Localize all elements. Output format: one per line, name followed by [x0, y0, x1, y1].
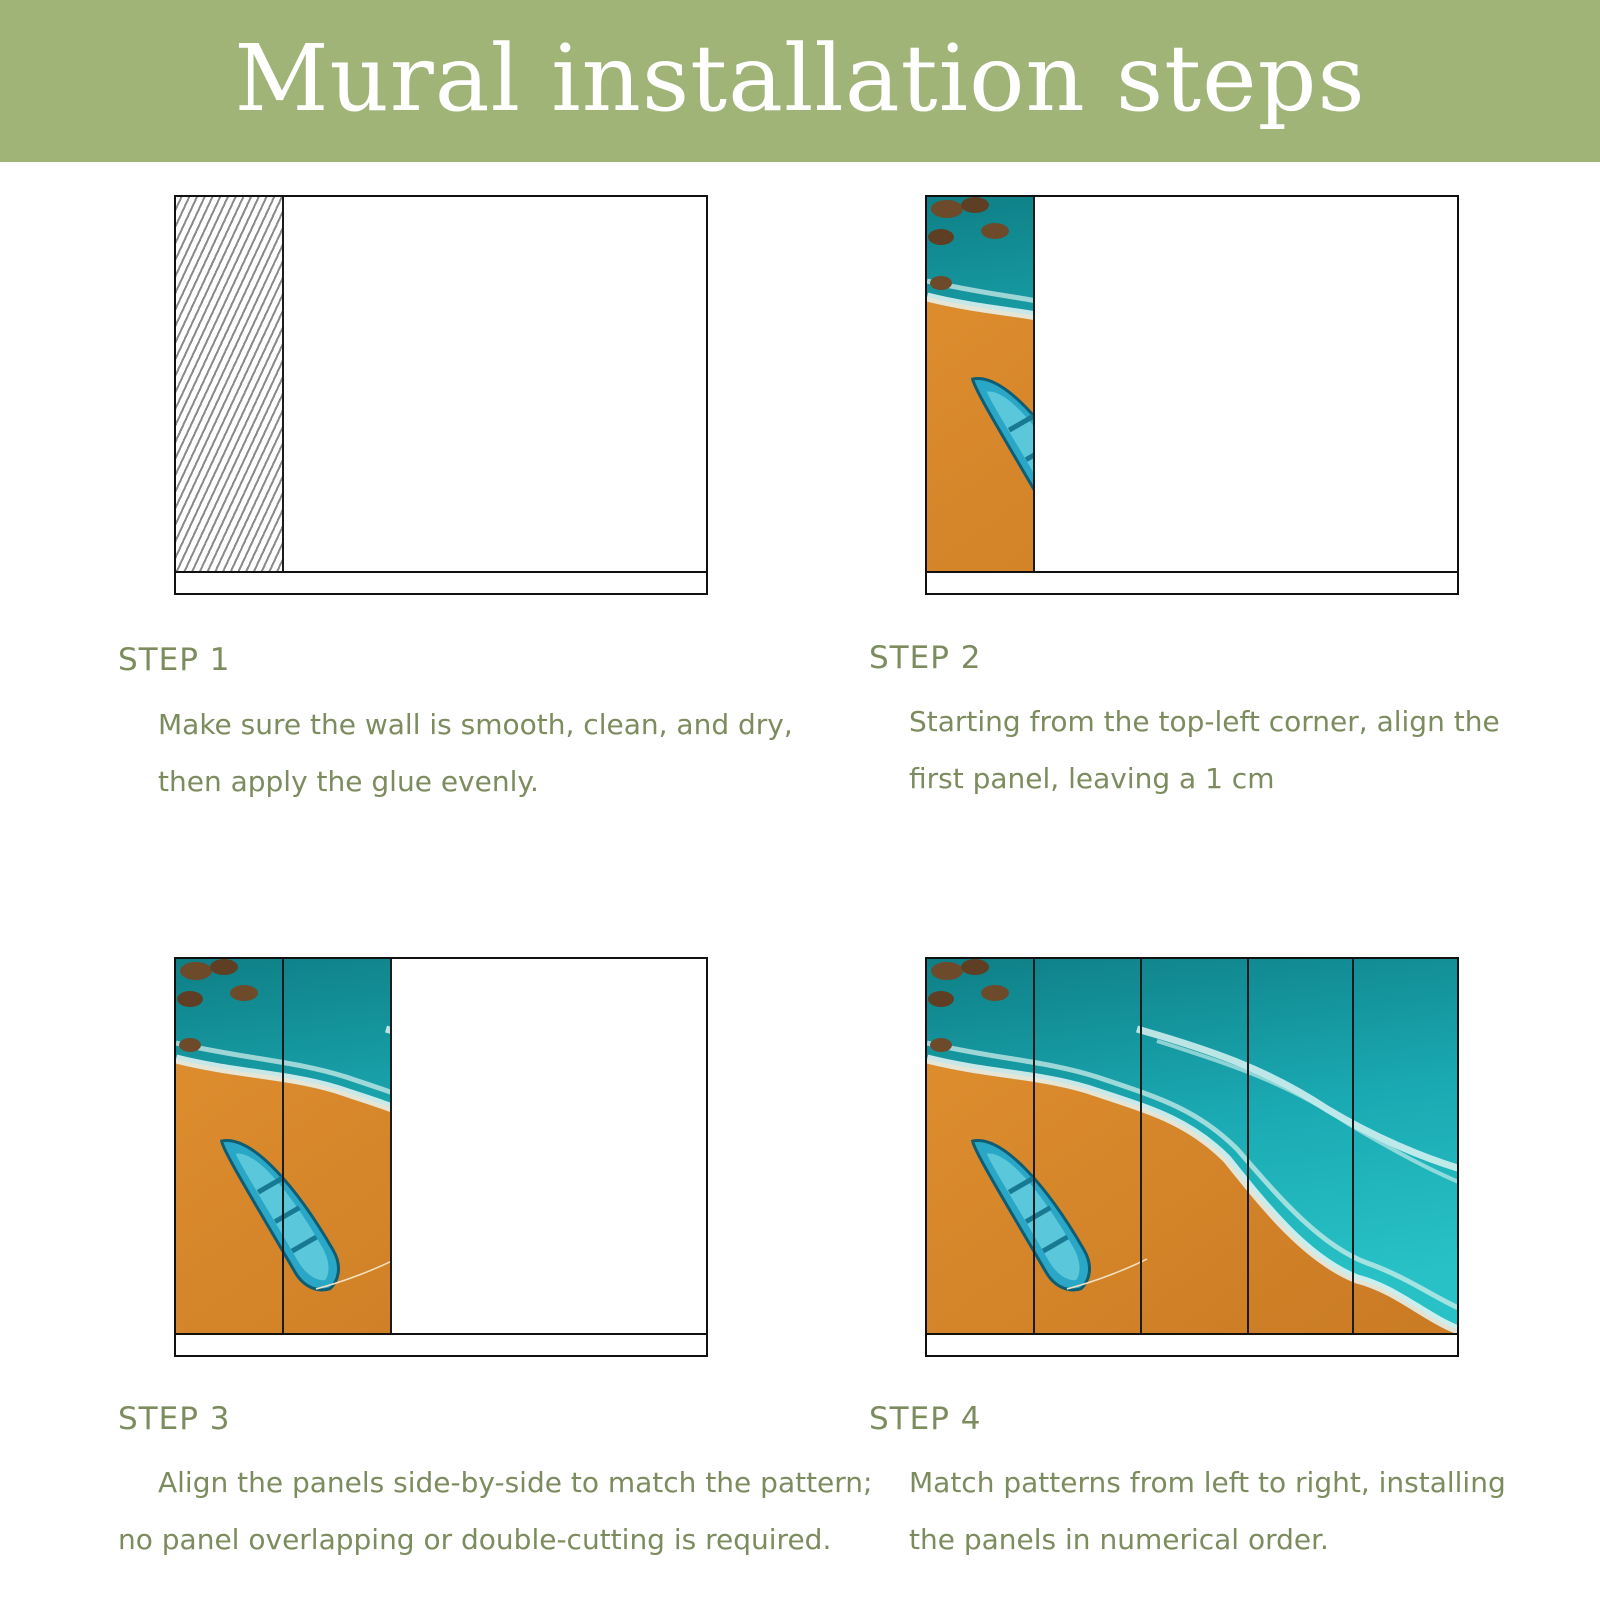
panel-seam: [1247, 959, 1249, 1333]
panels-1-5: [927, 959, 1459, 1333]
step-1-diagram: [174, 195, 708, 595]
floor-strip: [925, 1333, 1459, 1357]
panel-seam: [1033, 959, 1035, 1333]
panel-seam: [282, 959, 284, 1333]
floor-strip: [174, 1333, 708, 1357]
glue-area: [176, 197, 284, 571]
page-title: Mural installation steps: [234, 25, 1366, 132]
panels-1-2: [176, 959, 392, 1333]
step-4-label: STEP 4: [869, 1401, 982, 1437]
step-4-text: Match patterns from left to right, installing the panels in numerical order.: [909, 1466, 1506, 1556]
step-2-text: Starting from the top-left corner, align the first panel, leaving a 1 cm: [909, 705, 1500, 795]
step-2-diagram: [925, 195, 1459, 595]
wall: [925, 957, 1459, 1335]
step-3-text: Align the panels side-by-side to match the pattern; no panel overlapping or double-cutting is required.: [118, 1466, 873, 1556]
step-3-diagram: [174, 957, 708, 1357]
panel-1-edge: [1033, 197, 1035, 571]
floor-strip: [925, 571, 1459, 595]
step-2-label: STEP 2: [869, 640, 982, 676]
panel-2-edge: [390, 959, 392, 1333]
panel-seam: [1140, 959, 1142, 1333]
floor-strip: [174, 571, 708, 595]
wall: [174, 195, 708, 573]
step-1-label: STEP 1: [118, 642, 231, 678]
wall: [925, 195, 1459, 573]
title-banner: [0, 0, 1600, 162]
step-4-diagram: [925, 957, 1459, 1357]
glue-edge: [282, 197, 284, 571]
step-3-label: STEP 3: [118, 1401, 231, 1437]
panel-1: [927, 197, 1035, 571]
step-1-text: Make sure the wall is smooth, clean, and dry, then apply the glue evenly.: [158, 708, 793, 798]
panel-seam: [1352, 959, 1354, 1333]
wall: [174, 957, 708, 1335]
